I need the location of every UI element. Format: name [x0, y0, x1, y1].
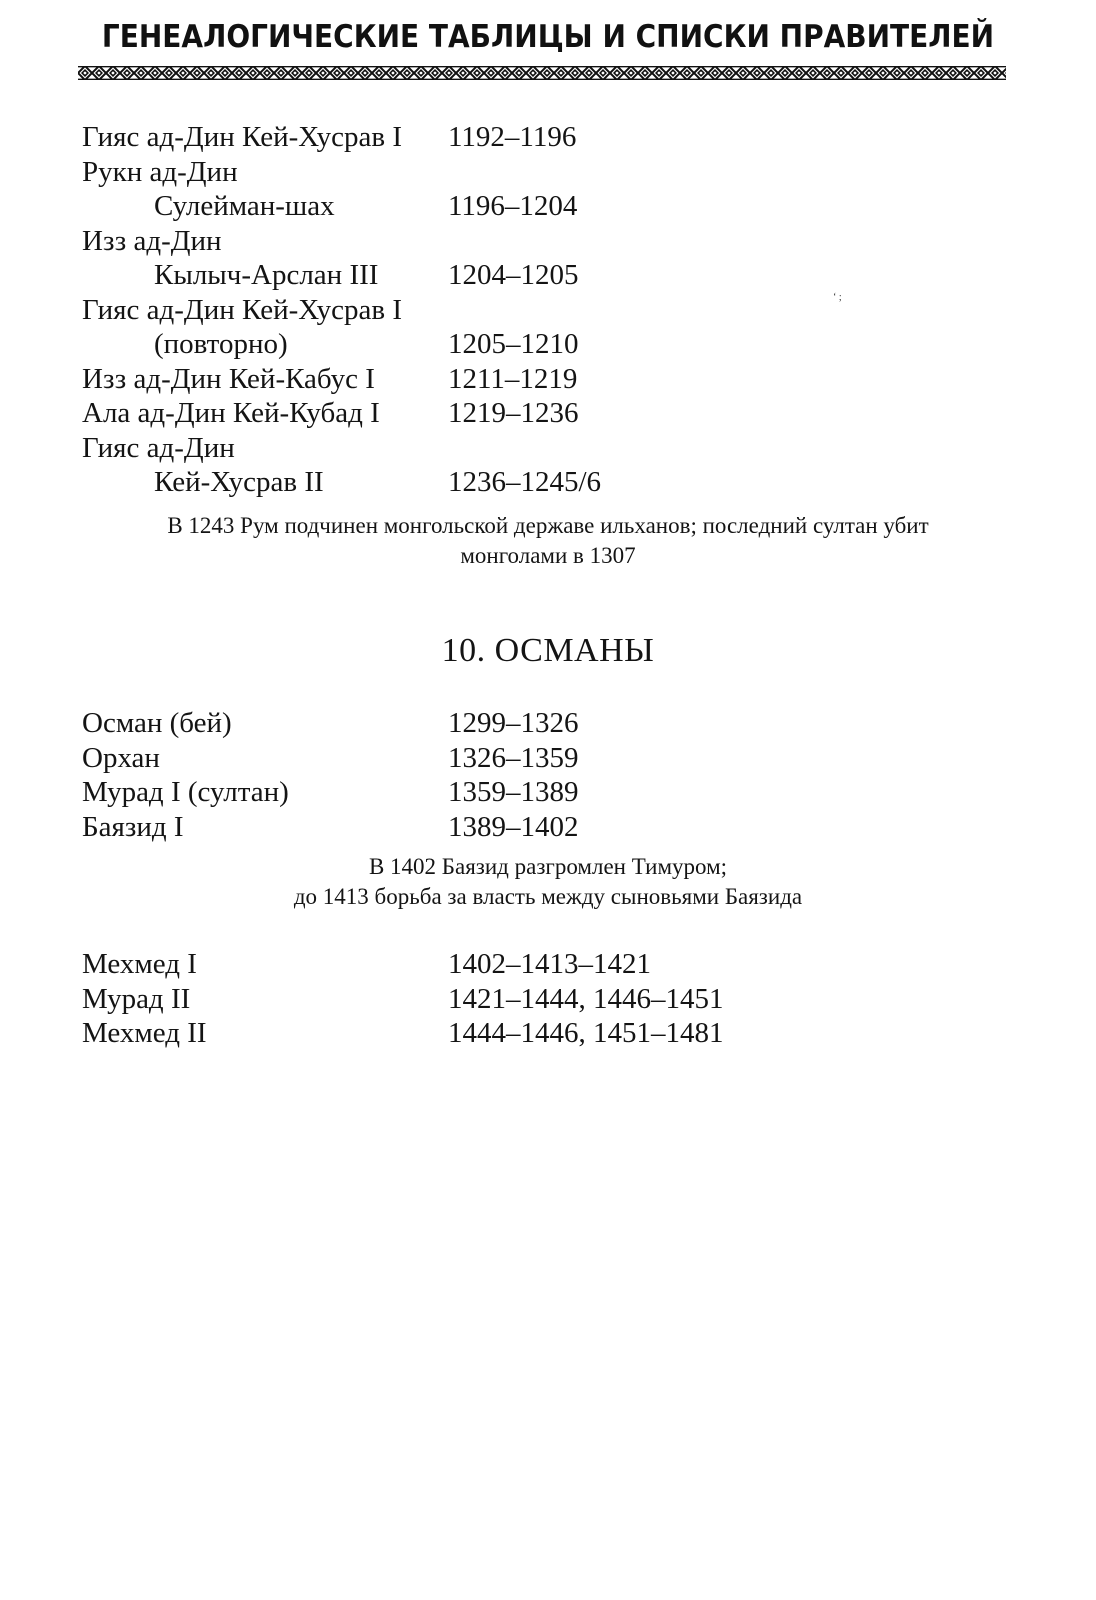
ruler-name: Рукн ад-Дин: [82, 155, 238, 188]
ruler-name: Мурад I (султан): [82, 776, 289, 808]
reign-years: 1204–1205: [448, 259, 579, 291]
ruler-name: Ала ад-Дин Кей-Кубад I: [82, 397, 380, 429]
ornamental-border: [78, 66, 1006, 80]
reign-years: 1219–1236: [448, 397, 579, 429]
reign-years: 1211–1219: [448, 362, 578, 395]
reign-years: 1359–1389: [448, 776, 579, 808]
ruler-name: Сулейман-шах: [154, 190, 335, 222]
reign-years: 1299–1326: [448, 707, 579, 739]
reign-years: 1421–1444, 1446–1451: [448, 982, 724, 1015]
seljuk-note-line-2: монголами в 1307: [460, 543, 636, 568]
reign-years: 1389–1402: [448, 810, 579, 843]
reign-years: 1196–1204: [448, 190, 578, 222]
ruler-name: Мехмед II: [82, 1017, 207, 1049]
ruler-name: Орхан: [82, 741, 160, 774]
running-head: ГЕНЕАЛОГИЧЕСКИЕ ТАБЛИЦЫ И СПИСКИ ПРАВИТЕЛЕЙ: [101, 18, 995, 55]
ottoman-note-line-2: до 1413 борьба за власть между сыновьями Баязида: [293, 884, 803, 909]
seljuk-note-line-1: В 1243 Рум подчинен монгольской державе ильханов; последний султан убит: [167, 513, 929, 538]
ottoman-note: [80, 852, 1016, 912]
reign-years: 1192–1196: [448, 121, 577, 153]
reign-years: 1205–1210: [448, 328, 579, 360]
ruler-name: Кей-Хусрав II: [154, 466, 324, 498]
ruler-name: Гияс ад-Дин: [82, 431, 235, 464]
ruler-name: Кылыч-Арслан III: [154, 259, 379, 291]
ruler-name: (повторно): [154, 328, 288, 360]
reign-years: 1402–1413–1421: [448, 948, 651, 980]
ruler-name: Баязид I: [82, 810, 184, 843]
reign-years: 1444–1446, 1451–1481: [448, 1017, 724, 1049]
ruler-name: Мурад II: [82, 982, 191, 1015]
ottoman-note-line-1: В 1402 Баязид разгромлен Тимуром;: [368, 854, 728, 879]
ruler-name: Гияс ад-Дин Кей-Хусрав I: [82, 293, 403, 326]
section-title: 10. ОСМАНЫ: [441, 632, 655, 669]
ruler-name: Мехмед I: [82, 948, 197, 980]
reign-years: 1326–1359: [448, 741, 579, 774]
ruler-name: Осман (бей): [82, 707, 232, 739]
reign-years: 1236–1245/6: [448, 466, 602, 498]
ruler-name: Гияс ад-Дин Кей-Хусрав I: [82, 121, 403, 153]
stray-mark: ‘ ;: [833, 292, 842, 303]
seljuk-note: [80, 511, 1016, 571]
ruler-name: Изз ад-Дин: [82, 224, 222, 257]
ruler-name: Изз ад-Дин Кей-Кабус I: [82, 362, 375, 395]
